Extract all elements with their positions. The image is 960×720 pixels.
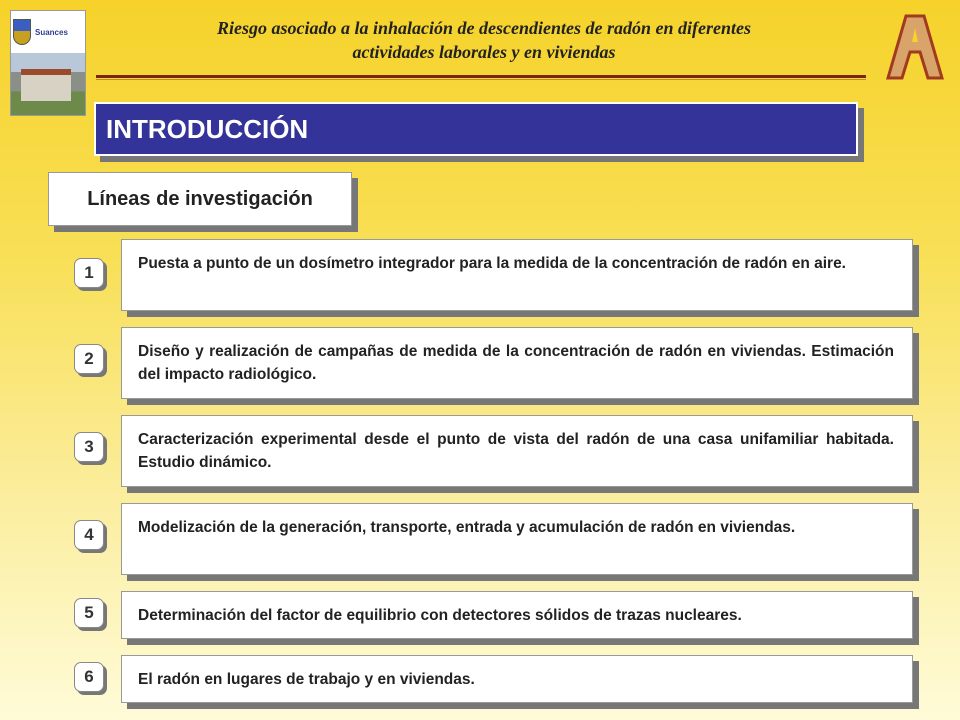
item-number: 2 [74, 344, 104, 374]
municipality-logo [10, 10, 86, 116]
logo-header [11, 11, 85, 53]
header-title [96, 16, 872, 64]
item-number: 4 [74, 520, 104, 550]
subsection-title: Líneas de investigación [48, 172, 352, 226]
list-item: Caracterización experimental desde el punto de vista del radón de una casa unifamiliar habitada. Estudio dinámico. [121, 415, 913, 487]
list-item: Diseño y realización de campañas de medida de la concentración de radón en viviendas. Estimación del impacto radiológico. [121, 327, 913, 399]
item-number: 5 [74, 598, 104, 628]
header-divider [96, 75, 866, 78]
list-item: Modelización de la generación, transporte, entrada y acumulación de radón en viviendas. [121, 503, 913, 575]
list-item: El radón en lugares de trabajo y en viviendas. [121, 655, 913, 703]
building-icon [21, 69, 71, 101]
header-title-line-2: actividades laborales y en viviendas [352, 42, 616, 62]
section-title: INTRODUCCIÓN [94, 102, 858, 156]
item-number: 6 [74, 662, 104, 692]
item-number: 1 [74, 258, 104, 288]
logo-name: Suances [35, 27, 68, 37]
list-item: Determinación del factor de equilibrio con detectores sólidos de trazas nucleares. [121, 591, 913, 639]
list-item: Puesta a punto de un dosímetro integrador para la medida de la concentración de radón en aire. [121, 239, 913, 311]
university-logo-icon [884, 12, 946, 80]
item-number: 3 [74, 432, 104, 462]
logo-photo [11, 53, 85, 116]
header-divider-thin [96, 79, 866, 80]
coat-of-arms-icon [13, 19, 31, 45]
header-title-line-1: Riesgo asociado a la inhalación de descendientes de radón en diferentes [217, 18, 751, 38]
